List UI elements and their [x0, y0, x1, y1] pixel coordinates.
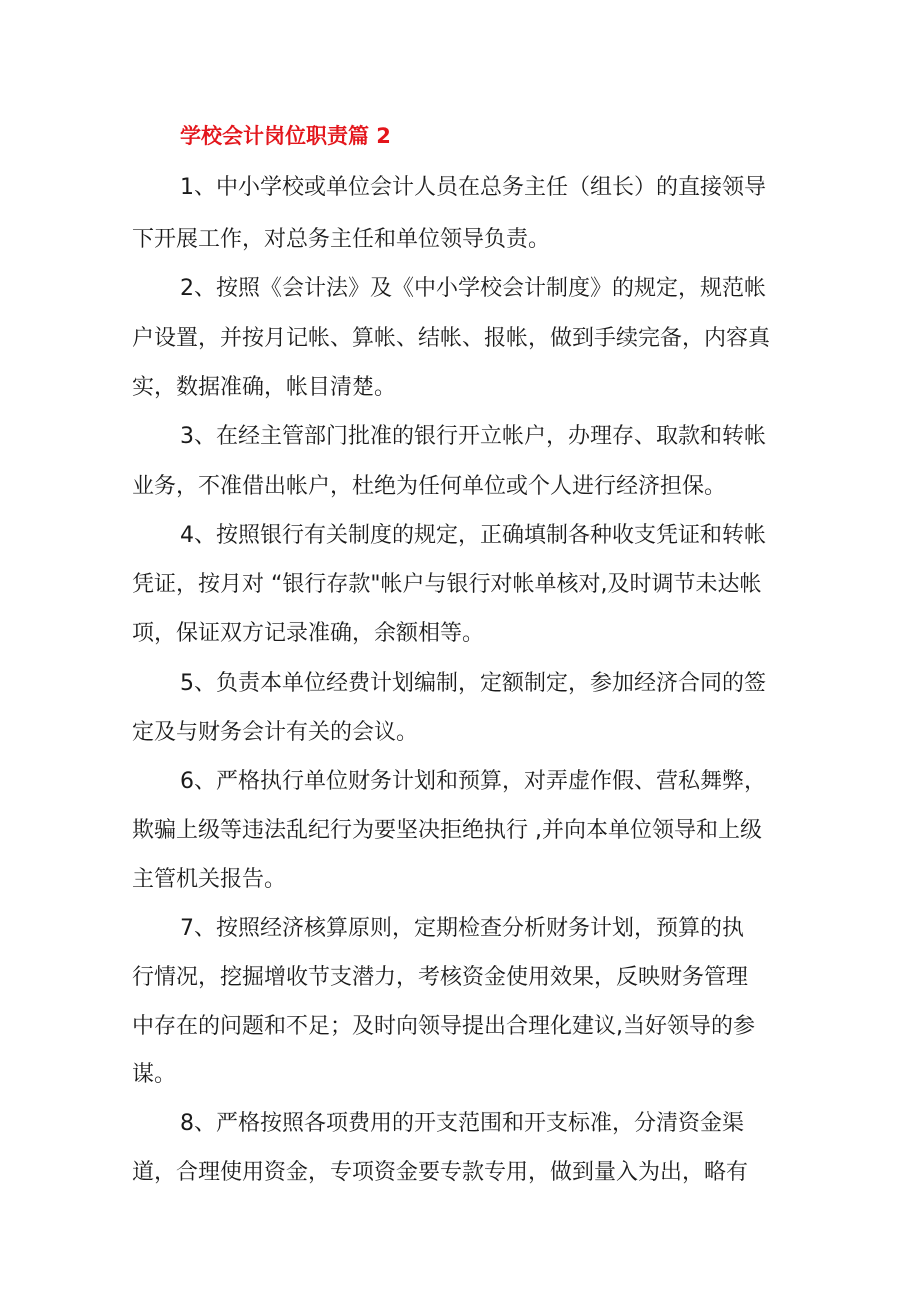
paragraph-line: 户设置，并按月记帐、算帐、结帐、报帐，做到手续完备，内容真	[132, 326, 771, 351]
paragraph-line: 主管机关报告。	[132, 867, 287, 892]
paragraph-line: 定及与财务会计有关的会议。	[132, 720, 419, 745]
paragraph-line: 8、严格按照各项费用的开支范围和开支标准，分清资金渠	[180, 1111, 744, 1136]
paragraph-line: 4、按照银行有关制度的规定，正确填制各种收支凭证和转帐	[180, 523, 766, 548]
paragraph-line: 下开展工作，对总务主任和单位领导负责。	[132, 227, 551, 252]
paragraph-line: 凭证，按月对 “银行存款"帐户与银行对帐单核对,及时调节未达帐	[132, 572, 762, 597]
paragraph-line: 业务，不准借出帐户，杜绝为任何单位或个人进行经济担保。	[132, 474, 727, 499]
paragraph-line: 2、按照《会计法》及《中小学校会计制度》的规定，规范帐	[180, 276, 766, 301]
paragraph-line: 中存在的问题和不足；及时向领导提出合理化建议,当好领导的参	[132, 1014, 755, 1039]
paragraph-line: 道，合理使用资金，专项资金要专款专用，做到量入为出，略有	[132, 1160, 749, 1185]
paragraph-line: 欺骗上级等违法乱纪行为要坚决拒绝执行 ,并向本单位领导和上级	[132, 818, 762, 843]
paragraph-line: 6、严格执行单位财务计划和预算，对弄虚作假、营私舞弊，	[180, 769, 766, 794]
document-title: 学校会计岗位职责篇 2	[180, 124, 391, 148]
paragraph-line: 行情况，挖掘增收节支潜力，考核资金使用效果，反映财务管理	[132, 965, 749, 990]
paragraph-line: 3、在经主管部门批准的银行开立帐户，办理存、取款和转帐	[180, 424, 766, 449]
paragraph-line: 谋。	[132, 1062, 177, 1087]
paragraph-line: 7、按照经济核算原则，定期检查分析财务计划，预算的执	[180, 916, 744, 941]
paragraph-line: 项，保证双方记录准确，余额相等。	[132, 621, 485, 646]
paragraph-line: 5、负责本单位经费计划编制，定额制定，参加经济合同的签	[180, 671, 766, 696]
paragraph-line: 1、中小学校或单位会计人员在总务主任（组长）的直接领导	[180, 175, 766, 200]
paragraph-line: 实，数据准确，帐目清楚。	[132, 375, 397, 400]
